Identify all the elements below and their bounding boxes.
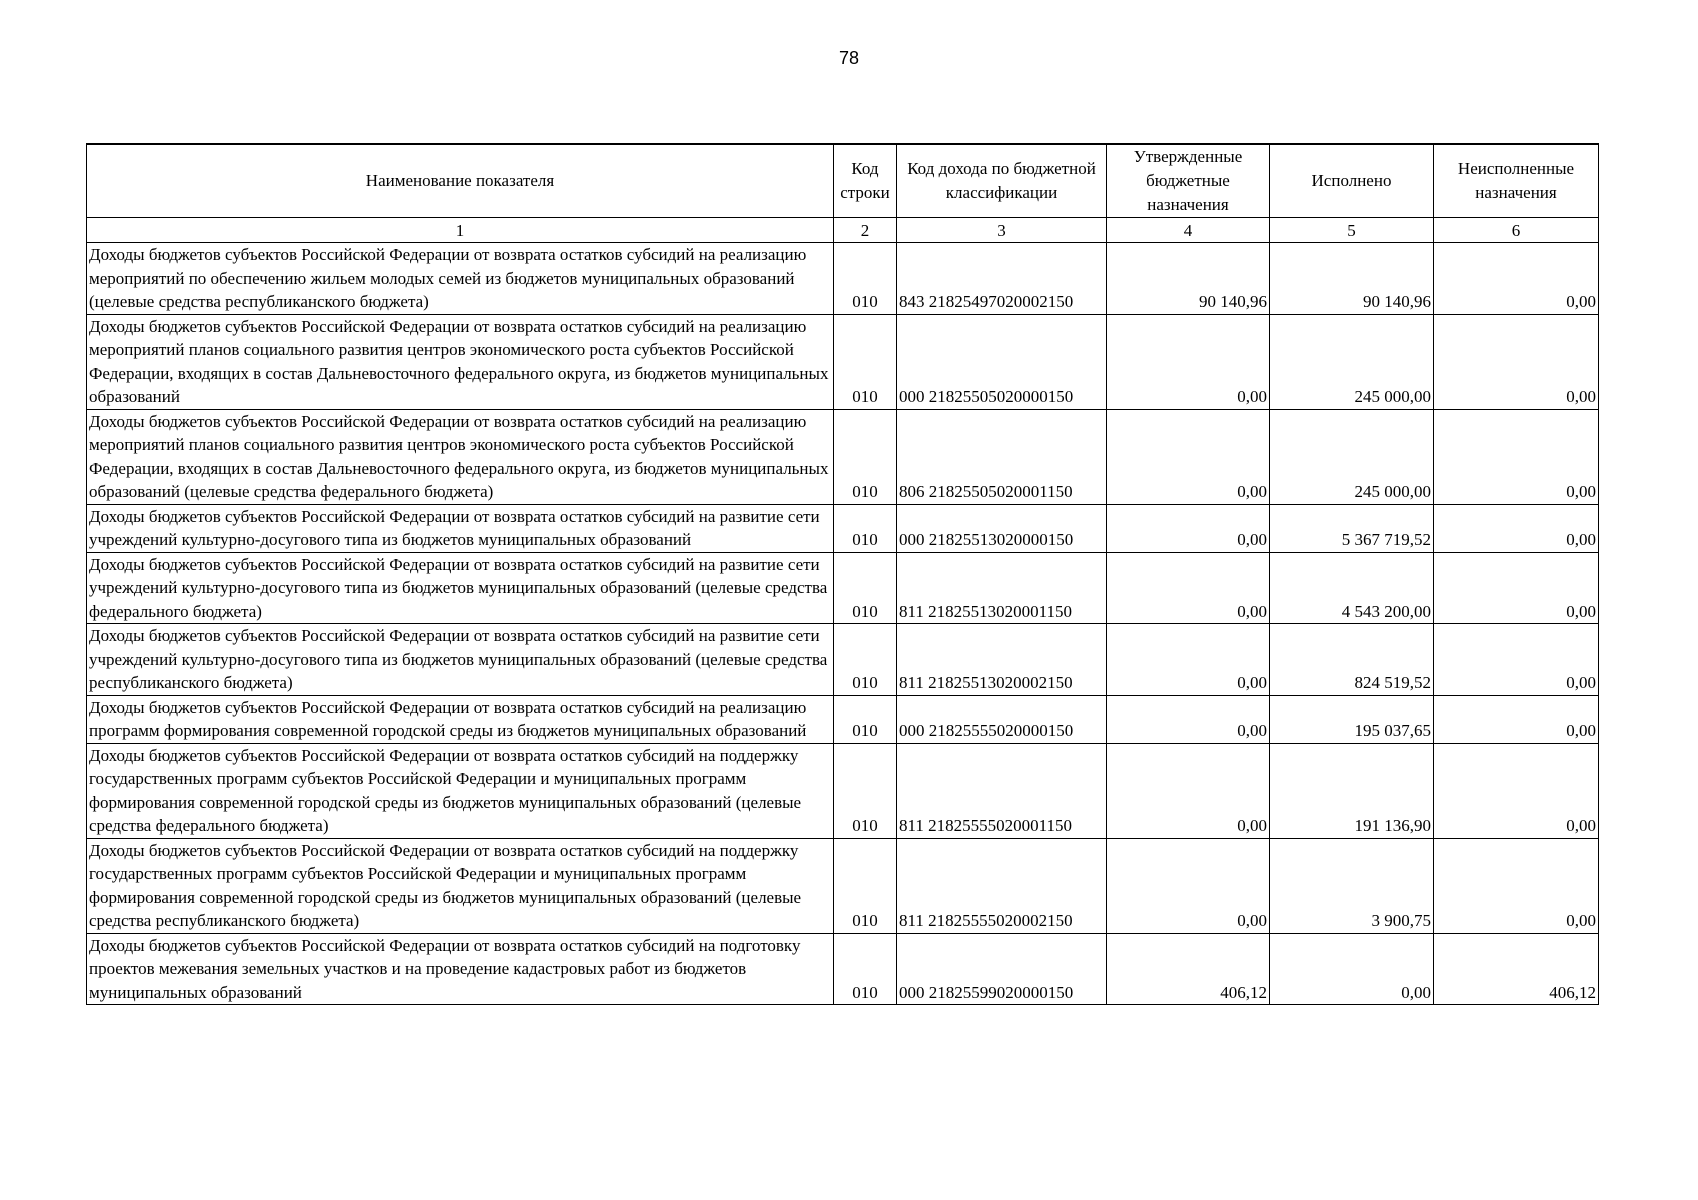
approved-amount: 0,00 [1107,695,1270,743]
column-number-row [87,218,1599,243]
header-indicator-name: Наименование показателя [87,144,834,218]
unexecuted-amount: 0,00 [1434,409,1599,504]
executed-amount: 90 140,96 [1270,243,1434,315]
income-code: 811 21825513020001150 [897,552,1107,624]
header-unexecuted: Неисполненные назначения [1434,144,1599,218]
income-code: 000 21825599020000150 [897,933,1107,1005]
income-code: 811 21825555020002150 [897,838,1107,933]
header-approved: Утвержденные бюджетные назначения [1107,144,1270,218]
approved-amount: 406,12 [1107,933,1270,1005]
unexecuted-amount: 0,00 [1434,695,1599,743]
line-code: 010 [834,933,897,1005]
line-code: 010 [834,624,897,696]
indicator-name: Доходы бюджетов субъектов Российской Федерации от возврата остатков субсидий на поддержку государственных программ субъектов Российской Федерации и муниципальных программ формирования современной городской среды из бюджетов муниципальных образований (целевые средства республиканского бюджета) [87,838,834,933]
income-code: 811 21825513020002150 [897,624,1107,696]
header-line-code: Код строки [834,144,897,218]
line-code: 010 [834,243,897,315]
indicator-name: Доходы бюджетов субъектов Российской Федерации от возврата остатков субсидий на поддержку государственных программ субъектов Российской Федерации и муниципальных программ формирования современной городской среды из бюджетов муниципальных образований (целевые средства федерального бюджета) [87,743,834,838]
income-code: 843 21825497020002150 [897,243,1107,315]
column-number: 2 [834,218,897,243]
line-code: 010 [834,504,897,552]
unexecuted-amount: 0,00 [1434,243,1599,315]
indicator-name: Доходы бюджетов субъектов Российской Федерации от возврата остатков субсидий на развитие сети учреждений культурно-досугового типа из бюджетов муниципальных образований (целевые средства республиканского бюджета) [87,624,834,696]
approved-amount: 0,00 [1107,409,1270,504]
unexecuted-amount: 0,00 [1434,838,1599,933]
income-code: 000 21825505020000150 [897,314,1107,409]
income-code: 000 21825555020000150 [897,695,1107,743]
table-row [87,409,1599,504]
unexecuted-amount: 0,00 [1434,624,1599,696]
column-number: 4 [1107,218,1270,243]
budget-execution-table [86,143,1599,1005]
indicator-name: Доходы бюджетов субъектов Российской Федерации от возврата остатков субсидий на реализацию мероприятий по обеспечению жильем молодых семей из бюджетов муниципальных образований (целевые средства республиканского бюджета) [87,243,834,315]
approved-amount: 0,00 [1107,552,1270,624]
executed-amount: 4 543 200,00 [1270,552,1434,624]
table-row [87,695,1599,743]
indicator-name: Доходы бюджетов субъектов Российской Федерации от возврата остатков субсидий на развитие сети учреждений культурно-досугового типа из бюджетов муниципальных образований (целевые средства федерального бюджета) [87,552,834,624]
approved-amount: 0,00 [1107,743,1270,838]
income-code: 811 21825555020001150 [897,743,1107,838]
unexecuted-amount: 406,12 [1434,933,1599,1005]
executed-amount: 5 367 719,52 [1270,504,1434,552]
header-executed: Исполнено [1270,144,1434,218]
indicator-name: Доходы бюджетов субъектов Российской Федерации от возврата остатков субсидий на реализацию программ формирования современной городской среды из бюджетов муниципальных образований [87,695,834,743]
indicator-name: Доходы бюджетов субъектов Российской Федерации от возврата остатков субсидий на подготовку проектов межевания земельных участков и на проведение кадастровых работ из бюджетов муниципальных образований [87,933,834,1005]
line-code: 010 [834,743,897,838]
table-row [87,838,1599,933]
column-number: 1 [87,218,834,243]
unexecuted-amount: 0,00 [1434,504,1599,552]
unexecuted-amount: 0,00 [1434,552,1599,624]
income-code: 806 21825505020001150 [897,409,1107,504]
executed-amount: 191 136,90 [1270,743,1434,838]
column-number: 3 [897,218,1107,243]
table-row [87,933,1599,1005]
approved-amount: 0,00 [1107,314,1270,409]
indicator-name: Доходы бюджетов субъектов Российской Федерации от возврата остатков субсидий на реализацию мероприятий планов социального развития центров экономического роста субъектов Российской Федерации, входящих в состав Дальневосточного федерального округа, из бюджетов муниципальных образований (целевые средства федерального бюджета) [87,409,834,504]
header-income-code: Код дохода по бюджетной классификации [897,144,1107,218]
income-code: 000 21825513020000150 [897,504,1107,552]
line-code: 010 [834,314,897,409]
table-row [87,243,1599,315]
executed-amount: 0,00 [1270,933,1434,1005]
approved-amount: 0,00 [1107,504,1270,552]
table-row [87,552,1599,624]
page-number: 78 [838,48,860,68]
executed-amount: 824 519,52 [1270,624,1434,696]
indicator-name: Доходы бюджетов субъектов Российской Федерации от возврата остатков субсидий на реализацию мероприятий планов социального развития центров экономического роста субъектов Российской Федерации, входящих в состав Дальневосточного федерального округа, из бюджетов муниципальных образований [87,314,834,409]
line-code: 010 [834,838,897,933]
executed-amount: 245 000,00 [1270,314,1434,409]
table-row [87,624,1599,696]
table-row [87,314,1599,409]
executed-amount: 245 000,00 [1270,409,1434,504]
column-number: 5 [1270,218,1434,243]
table-row [87,743,1599,838]
column-number: 6 [1434,218,1599,243]
unexecuted-amount: 0,00 [1434,314,1599,409]
unexecuted-amount: 0,00 [1434,743,1599,838]
table-row [87,504,1599,552]
executed-amount: 3 900,75 [1270,838,1434,933]
table-header-row [87,144,1599,218]
line-code: 010 [834,409,897,504]
line-code: 010 [834,552,897,624]
line-code: 010 [834,695,897,743]
approved-amount: 90 140,96 [1107,243,1270,315]
indicator-name: Доходы бюджетов субъектов Российской Федерации от возврата остатков субсидий на развитие сети учреждений культурно-досугового типа из бюджетов муниципальных образований [87,504,834,552]
executed-amount: 195 037,65 [1270,695,1434,743]
approved-amount: 0,00 [1107,624,1270,696]
approved-amount: 0,00 [1107,838,1270,933]
